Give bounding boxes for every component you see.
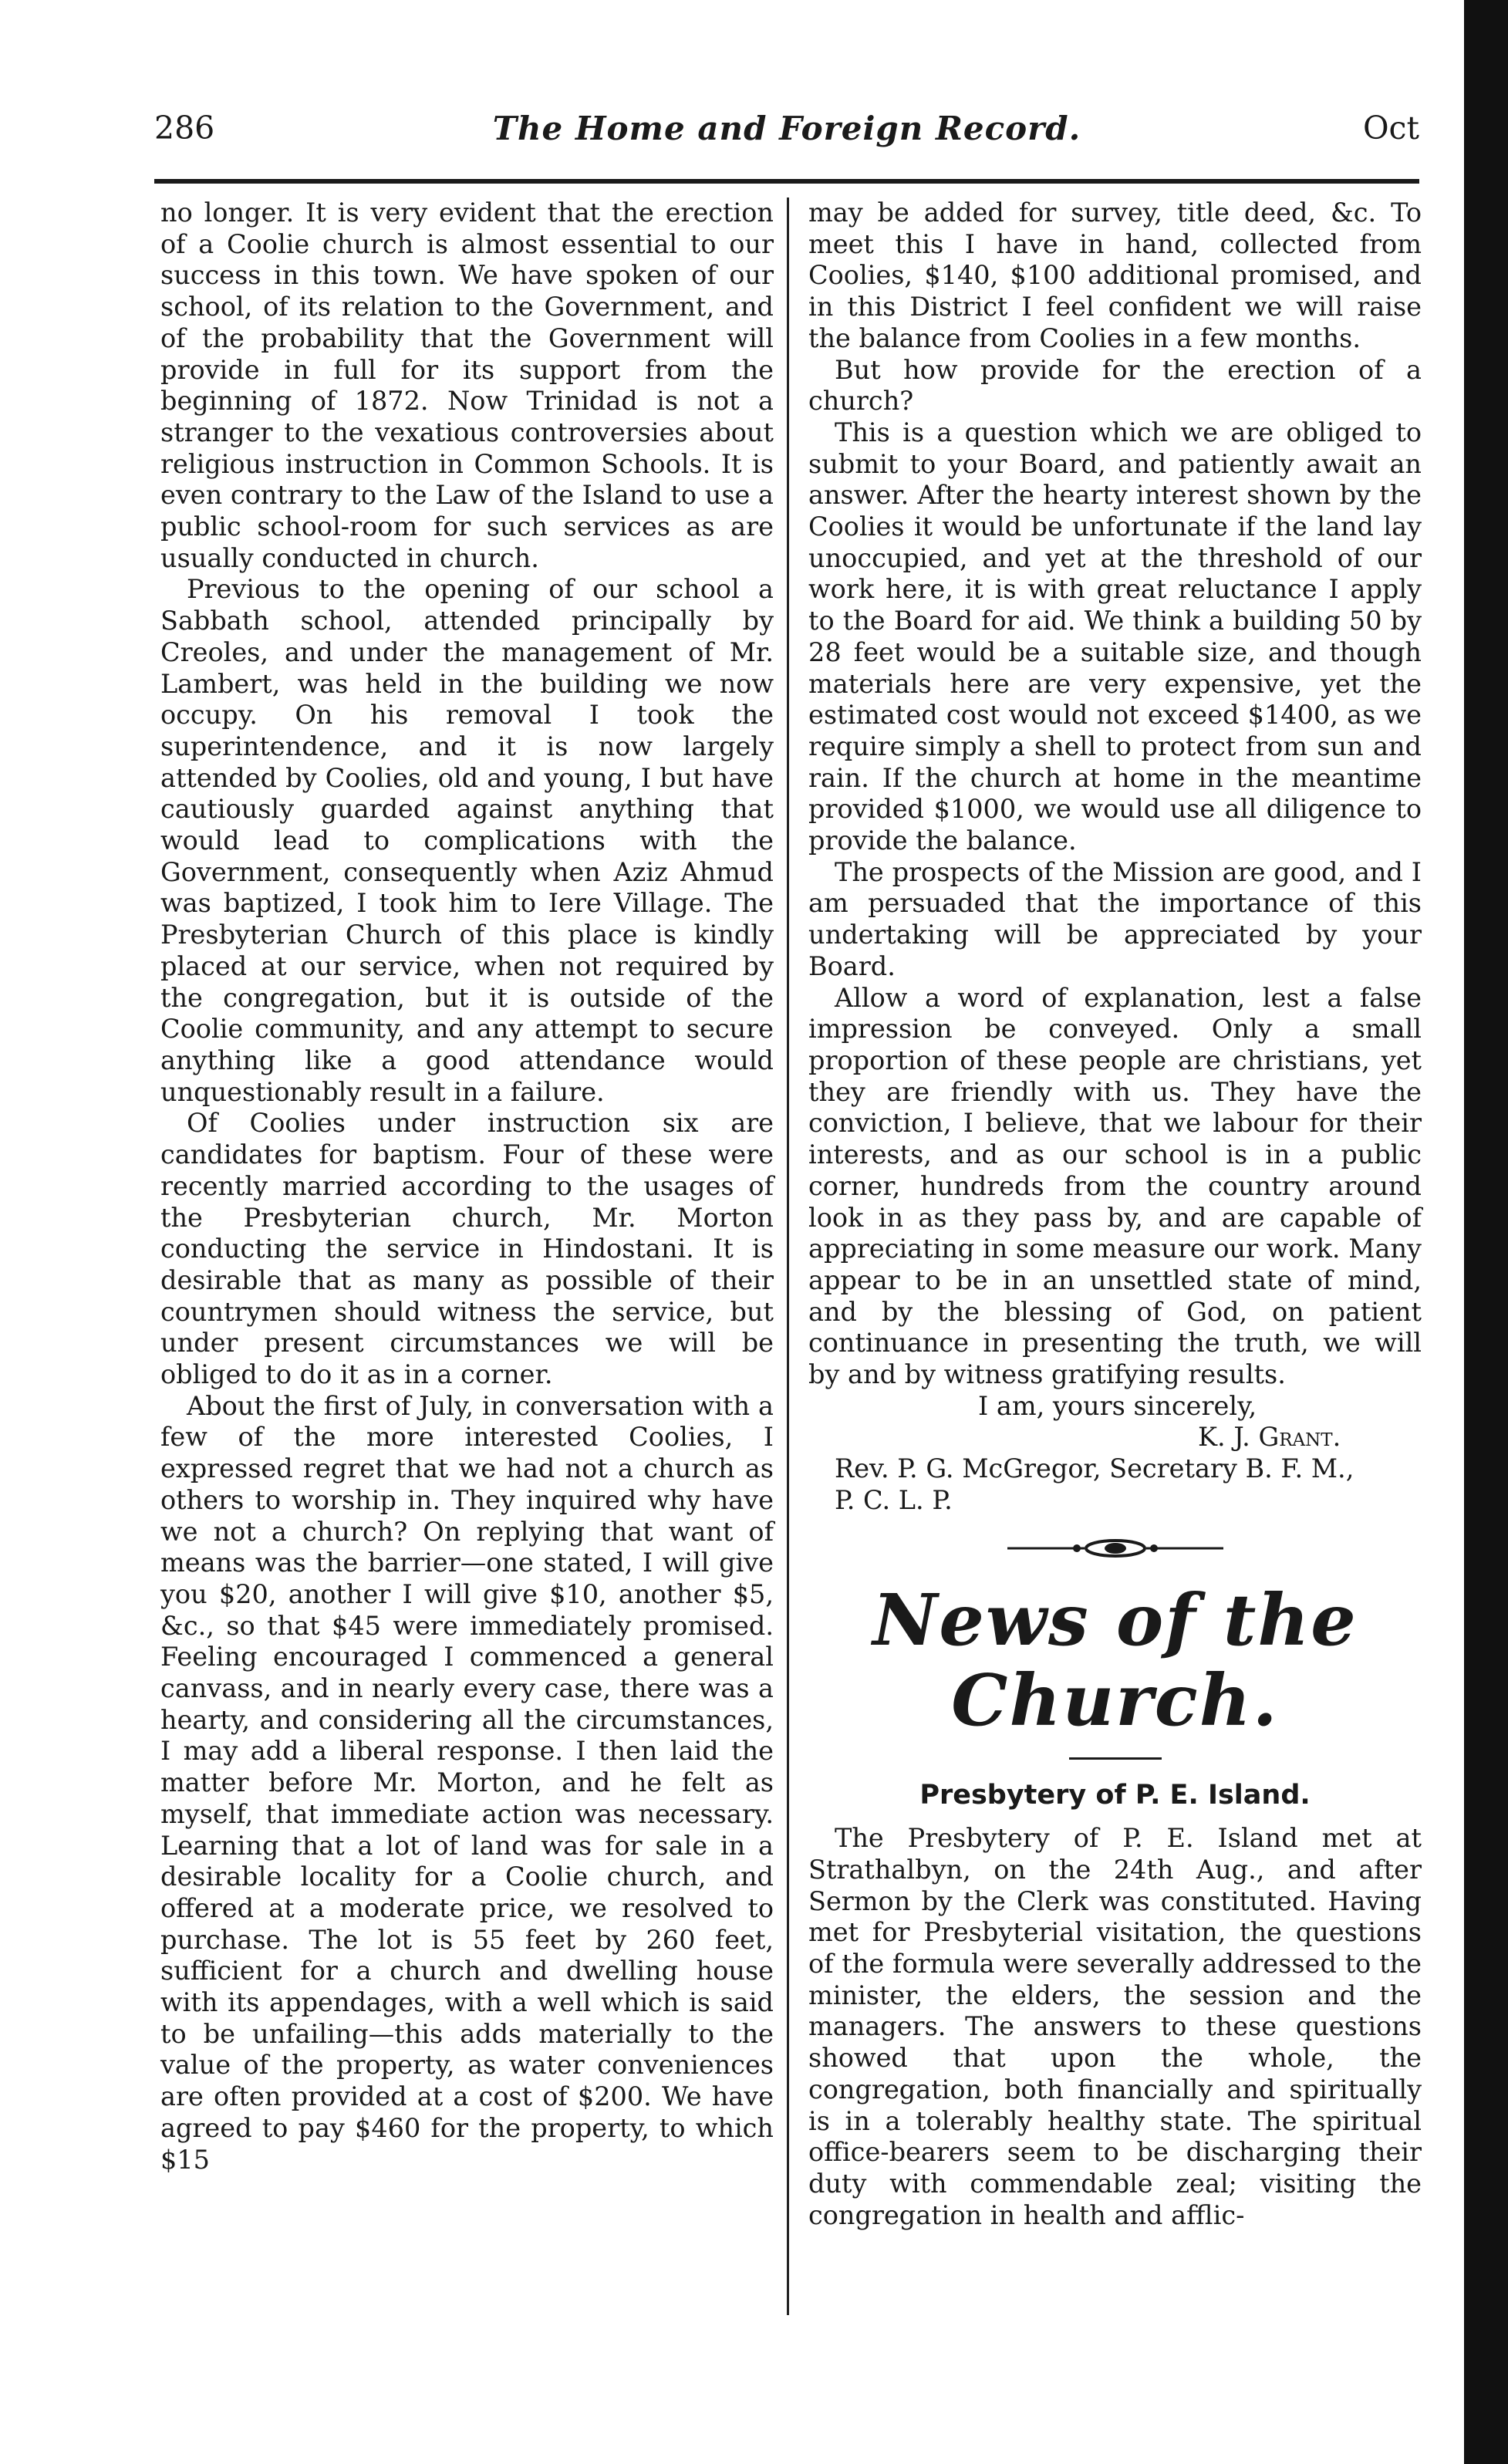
page-header (154, 110, 1419, 164)
letter-closing: I am, yours sincerely, (978, 1390, 1257, 1421)
header-rule (154, 179, 1419, 184)
left-paragraph-3: Of Coolies under instruction six are candidates for baptism. Four of these were recently married according to the usages of the Presbyterian church, Mr. Morton conducting the service in Hindostani. It is desirable that as many as possible of their countrymen should witness the service, but under present circumstances we will be obliged to do it as in a corner. (160, 1108, 774, 1390)
column-divider (787, 197, 789, 2315)
subheading: Presbytery of P. E. Island. (919, 1779, 1311, 1811)
page-number: 286 (154, 110, 215, 147)
right-paragraph-2: But how provide for the erection of a church? (808, 354, 1422, 417)
running-title: The Home and Foreign Record. (492, 110, 1081, 147)
addressee-line-2: P. C. L. P. (835, 1484, 953, 1515)
right-paragraph-1: may be added for survey, title deed, &c. To meet this I have in hand, collected from Coolies, $140, $100 additional promised, and in this District I feel confident we will raise the balance from Coolies in a few months. (808, 197, 1422, 353)
letter-signature: K. J. Grant. (1198, 1422, 1341, 1453)
right-paragraph-6: The Presbytery of P. E. Island met at Strathalbyn, on the 24th Aug., and after Sermon by the Clerk was constituted. Having met for Presbyterial visitation, the questions of the formula were severally addressed to the minister, the elders, the session and the managers. The answers to these questions showed that upon the whole, the congregation, both financially and spiritually is in a tolerably healthy state. The spiritual office-bearers seem to be discharging their duty with commendable zeal; visiting the congregation in health and afflic- (808, 1823, 1422, 2230)
left-paragraph-2: Previous to the opening of our school a Sabbath school, attended principally by Creoles, and under the management of Mr. Lambert, was held in the building we now occupy. On his removal I took the superintendence, and it is now largely attended by Coolies, old and young, I but have cautiously guarded against anything that would lead to complications with the Government, consequently when Aziz Ahmud was baptized, I took him to Iere Village. The Presbyterian Church of this place is kindly placed at our service, when not required by the congregation, but it is outside of the Coolie community, and any attempt to secure anything like a good attendance would unquestionably result in a failure. (160, 574, 774, 1107)
right-paragraph-3: This is a question which we are obliged to submit to your Board, and patiently await an answer. After the hearty interest shown by the Coolies it would be unfortunate if the land lay unoccupied, and yet at the threshold of our work here, it is with great reluctance I apply to the Board for aid. We think a building 50 by 28 feet would be a suitable size, and though materials here are very expensive, yet the estimated cost would not exceed $1400, as we require simply a shell to protect from sun and rain. If the church at home in the meantime provided $1000, we would use all diligence to provide the balance. (808, 417, 1422, 856)
section-rule (1069, 1757, 1162, 1760)
right-paragraph-5: Allow a word of explanation, lest a false impression be conveyed. Only a small proportion of these people are christians, yet they are friendly with us. They have the conviction, I believe, that we labour for their interests, and as our school is in a public corner, hundreds from the country around look in as they pass by, and are capable of appreciating in some measure our work. Many appear to be in an unsettled state of mind, and by the blessing of God, on patient continuance in presenting the truth, we will by and by witness gratifying results. (808, 982, 1422, 1390)
right-column (808, 197, 1422, 2231)
left-paragraph-4: About the first of July, in conversation with a few of the more interested Coolies, I expressed regret that we had not a church as others to worship in. They inquired why have we not a church? On replying that want of means was the barrier—one stated, I will give you $20, another I will give $10, another $5, &c., so that $45 were immediately promised. Feeling encouraged I commenced a general canvass, and in nearly every case, there was a hearty, and considering all the circumstances, I may add a liberal response. I then laid the matter before Mr. Morton, and he felt as myself, that immediate action was necessary. Learning that a lot of land was for sale in a desirable locality for a Coolie church, and offered at a moderate price, we resolved to purchase. The lot is 55 feet by 260 feet, sufficient for a church and dwelling house with its appendages, with a well which is said to be unfailing—this adds materially to the value of the property, as water conveniences are often provided at a cost of $200. We have agreed to pay $460 for the property, to which $15 (160, 1390, 774, 2175)
left-column (160, 197, 774, 2175)
right-paragraph-4: The prospects of the Mission are good, and I am persuaded that the importance of this undertaking will be appreciated by your Board. (808, 856, 1422, 981)
section-title: News of the Church. (872, 1578, 1358, 1742)
scan-edge (1464, 0, 1508, 2464)
addressee-line-1: Rev. P. G. McGregor, Secretary B. F. M., (835, 1453, 1355, 1484)
left-paragraph-1: no longer. It is very evident that the erection of a Coolie church is almost essential to our success in this town. We have spoken of our school, of its relation to the Government, and of the probability that the Government will provide in full for its support from the beginning of 1872. Now Trinidad is not a stranger to the vexatious controversies about religious instruction in Common Schools. It is even contrary to the Law of the Island to use a public school-room for such services as are usually conducted in church. (160, 197, 774, 573)
ornament-divider (1000, 1537, 1231, 1560)
header-month: Oct (1362, 110, 1419, 147)
